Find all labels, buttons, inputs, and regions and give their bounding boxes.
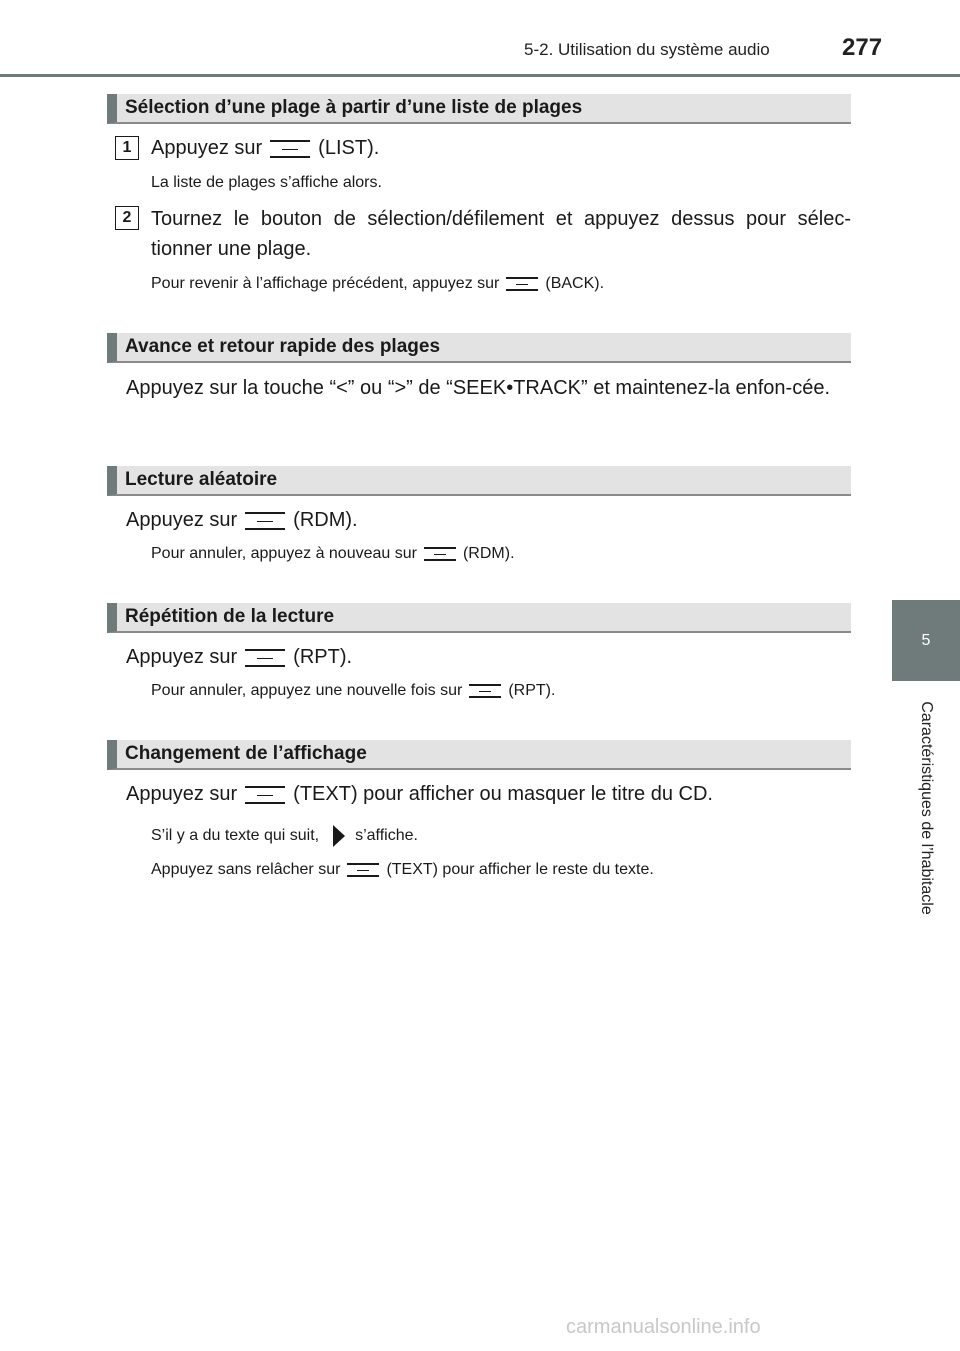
display-text: Appuyez sur (TEXT) pour afficher ou masquer le titre du CD. <box>126 783 713 805</box>
text-button-icon-small <box>347 863 379 877</box>
rpt-button-icon-small <box>469 684 501 698</box>
rdm-button-icon-small <box>424 547 456 561</box>
more-text-arrow-icon <box>333 825 345 847</box>
text-button-icon <box>245 786 285 804</box>
chapter-title: Caractéristiques de l’habitacle <box>918 701 935 915</box>
section-heading-track-list: Sélection d’une plage à partir d’une liste de plages <box>107 94 851 124</box>
header-divider <box>0 74 960 77</box>
section-heading-repeat: Répétition de la lecture <box>107 603 851 633</box>
list-button-icon <box>270 140 310 158</box>
section-heading-display: Changement de l’affichage <box>107 740 851 770</box>
watermark: carmanualsonline.info <box>566 1316 761 1338</box>
display-note-2: Appuyez sans relâcher sur (TEXT) pour afficher le reste du texte. <box>151 861 654 878</box>
random-note: Pour annuler, appuyez à nouveau sur (RDM). <box>151 545 515 562</box>
step-2-text: Tournez le bouton de sélection/défilement et appuyez dessus pour sélec-tionner une plage. <box>151 208 851 260</box>
section-heading-fast-forward: Avance et retour rapide des plages <box>107 333 851 363</box>
step-1-text: Appuyez sur (LIST). <box>151 137 380 159</box>
section-heading-random: Lecture aléatoire <box>107 466 851 496</box>
step-2-note: Pour revenir à l’affichage précédent, appuyez sur (BACK). <box>151 275 605 292</box>
fast-forward-text: Appuyez sur la touche “<” ou “>” de “SEEK•TRACK” et maintenez-la enfon-cée. <box>126 377 831 399</box>
step-1-note: La liste de plages s’affiche alors. <box>151 174 382 191</box>
step-number-1: 1 <box>115 136 139 160</box>
running-header-section: 5-2. Utilisation du système audio <box>524 40 770 59</box>
rdm-button-icon <box>245 512 285 530</box>
repeat-note: Pour annuler, appuyez une nouvelle fois sur (RPT). <box>151 682 556 699</box>
rpt-button-icon <box>245 649 285 667</box>
display-note-1: S’il y a du texte qui suit, s’affiche. <box>151 825 418 847</box>
repeat-text: Appuyez sur (RPT). <box>126 646 353 668</box>
random-text: Appuyez sur (RDM). <box>126 509 358 531</box>
back-button-icon <box>506 277 538 291</box>
page-number: 277 <box>842 34 883 61</box>
chapter-tab <box>892 600 960 681</box>
chapter-number: 5 <box>921 631 931 649</box>
step-number-2: 2 <box>115 206 139 230</box>
